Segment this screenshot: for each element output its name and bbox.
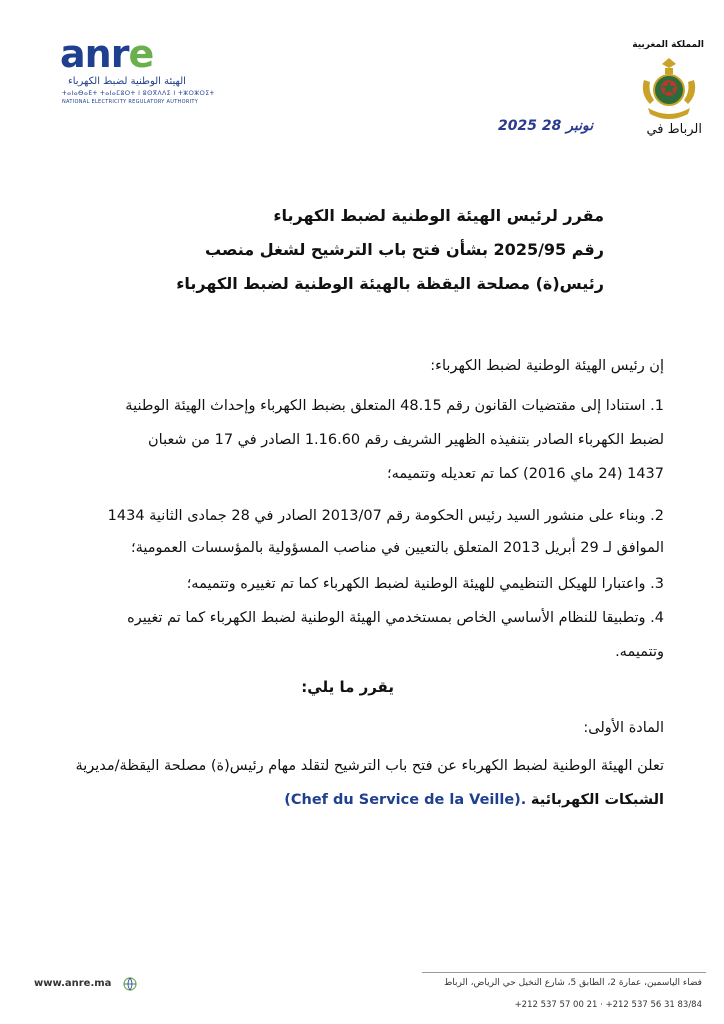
logo-wordmark: anre [60, 32, 154, 76]
list-item-1-line3: 1437 (24 ماي 2016) كما تم تعديله وتتميمه؛ [387, 466, 664, 482]
logo-tifinagh-name: ⵜⴰⵏⴰⴱⴰⴹⵜ ⵜⴰⵏⴰⵎⵓⵔⵜ ⵏ ⵓⵙⴳⴷⴷⵉ ⵏ ⵜⵣⵔⵣⵔⵉⵜ [62, 90, 215, 97]
morocco-coat-of-arms-icon [636, 54, 702, 124]
article-network-label: الشبكات الكهربائية [530, 792, 664, 808]
kingdom-label: المملكة المغربية [632, 40, 704, 50]
list-item-1-line2: لضبط الكهرباء الصادر بتنفيذه الظهير الشريف رقم 1.16.60 الصادر في 17 من شعبان [148, 432, 664, 448]
article-text-line2 [284, 792, 664, 808]
intro-text: إن رئيس الهيئة الوطنية لضبط الكهرباء: [430, 358, 664, 374]
date-stamp: 2025 نونبر 28 [498, 118, 594, 134]
decision-title-line3: رئيس(ة) مصلحة اليقظة بالهيئة الوطنية لضبط الكهرباء [176, 274, 604, 293]
article-text-line1: تعلن الهيئة الوطنية لضبط الكهرباء عن فتح باب الترشيح لتقلد مهام رئيس(ة) مصلحة اليقظة/مديرية [75, 758, 664, 774]
list-item-1-line1: 1. استنادا إلى مقتضيات القانون رقم 48.15 المتعلق بضبط الكهرباء وإحداث الهيئة الوطنية [125, 398, 664, 414]
list-item-3-line1: 3. واعتبارا للهيكل التنظيمي للهيئة الوطنية لضبط الكهرباء كما تم تغييره وتتميمه؛ [186, 576, 664, 592]
date-line [646, 118, 702, 137]
globe-leaf-icon [120, 976, 140, 992]
date-prefix: الرباط في [646, 122, 702, 137]
footer-address: فضاء الياسمين، عمارة 2، الطابق 5، شارع النخيل حي الرياض، الرباط [443, 978, 702, 988]
anre-logo [60, 32, 215, 110]
footer-phones: +212 537 57 00 21 · +212 537 56 31 83/84 [514, 1000, 702, 1010]
article-french-label: (Chef du Service de la Veille). [284, 792, 527, 808]
article-title: المادة الأولى: [583, 720, 664, 736]
list-item-4-line1: 4. وتطبيقا للنظام الأساسي الخاص بمستخدمي الهيئة الوطنية لضبط الكهرباء كما تم تغييره [127, 610, 664, 626]
footer-divider [422, 972, 706, 973]
list-item-2-line1: 2. وبناء على منشور السيد رئيس الحكومة رقم 2013/07 الصادر في 28 جمادى الثانية 1434 [107, 508, 664, 524]
logo-english-name: NATIONAL ELECTRICITY REGULATORY AUTHORITY [62, 99, 199, 105]
list-item-2-line2: الموافق لـ 29 أبريل 2013 المتعلق بالتعيين في مناصب المسؤولية بالمؤسسات العمومية؛ [130, 540, 664, 556]
decision-title-line2: رقم 2025/95 بشأن فتح باب الترشيح لشغل منصب [205, 240, 604, 259]
decision-title-line1: مقرر لرئيس الهيئة الوطنية لضبط الكهرباء [273, 206, 604, 225]
logo-arabic-name: الهيئة الوطنية لضبط الكهرباء [68, 76, 186, 87]
footer-website[interactable]: www.anre.ma [34, 978, 112, 989]
list-item-4-line2: وتتميمه. [615, 644, 664, 660]
decides-heading: يقرر ما يلي: [301, 678, 394, 696]
